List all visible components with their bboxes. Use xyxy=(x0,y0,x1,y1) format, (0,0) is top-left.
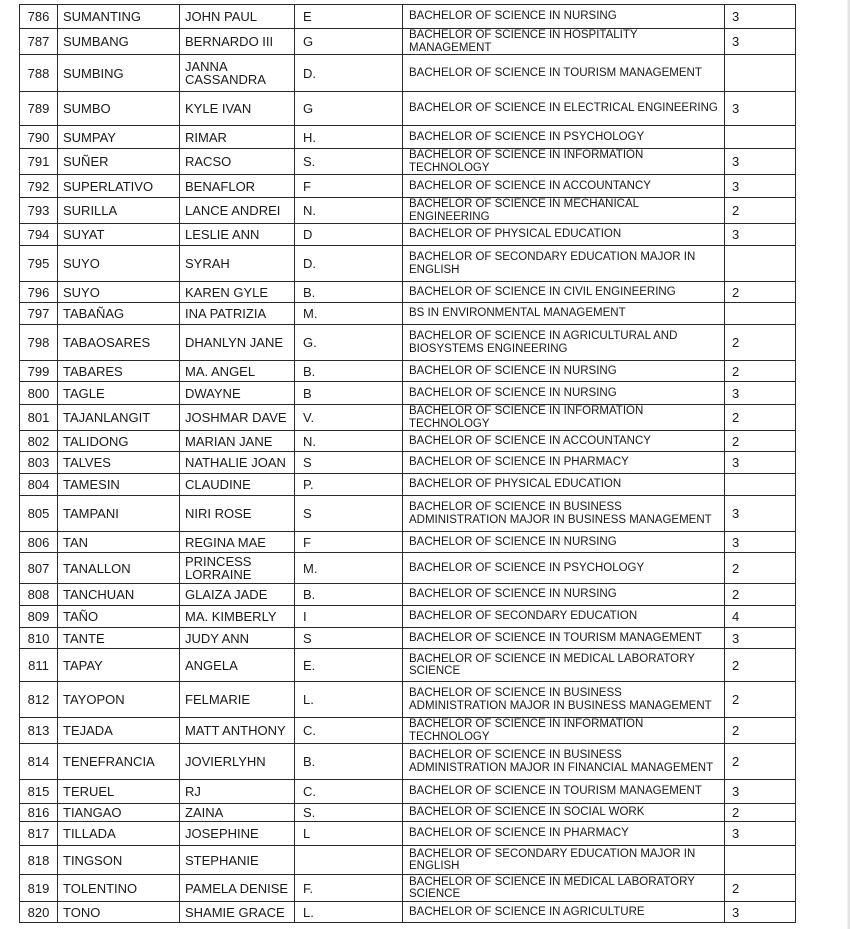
last-name: TANCHUAN xyxy=(58,584,180,606)
row-number: 792 xyxy=(20,175,58,198)
year-level: 3 xyxy=(725,175,796,198)
program-name: BACHELOR OF SCIENCE IN PSYCHOLOGY xyxy=(403,126,725,149)
year-level: 3 xyxy=(725,532,796,553)
year-level xyxy=(725,303,796,325)
table-row xyxy=(20,303,796,325)
last-name: SUPERLATIVO xyxy=(58,175,180,198)
year-level: 3 xyxy=(725,224,796,246)
program-name: BACHELOR OF SCIENCE IN MECHANICAL ENGINEERING xyxy=(403,198,725,224)
middle-initial: P. xyxy=(295,474,403,496)
table-row xyxy=(20,452,796,474)
last-name: SUMBANG xyxy=(58,29,180,55)
program-name: BACHELOR OF SCIENCE IN INFORMATION TECHNOLOGY xyxy=(403,405,725,431)
middle-initial: L. xyxy=(295,682,403,718)
middle-initial: N. xyxy=(295,198,403,224)
last-name: TILLADA xyxy=(58,822,180,846)
program-name: BACHELOR OF SECONDARY EDUCATION xyxy=(403,606,725,628)
program-name: BACHELOR OF SCIENCE IN HOSPITALITY MANAGEMENT xyxy=(403,29,725,55)
first-name: PAMELA DENISE xyxy=(180,875,295,902)
middle-initial: D xyxy=(295,224,403,246)
year-level xyxy=(725,846,796,875)
table-row xyxy=(20,149,796,175)
last-name: SUMBING xyxy=(58,55,180,92)
middle-initial: I xyxy=(295,606,403,628)
year-level: 3 xyxy=(725,29,796,55)
student-table-body xyxy=(20,5,796,923)
row-number: 789 xyxy=(20,92,58,126)
table-row xyxy=(20,628,796,649)
year-level: 2 xyxy=(725,405,796,431)
year-level: 2 xyxy=(725,584,796,606)
program-name: BACHELOR OF SCIENCE IN NURSING xyxy=(403,532,725,553)
year-level: 3 xyxy=(725,149,796,175)
program-name: BACHELOR OF SCIENCE IN AGRICULTURE xyxy=(403,902,725,923)
program-name: BACHELOR OF SCIENCE IN CIVIL ENGINEERING xyxy=(403,282,725,303)
last-name: TABAÑAG xyxy=(58,303,180,325)
year-level: 3 xyxy=(725,452,796,474)
year-level: 3 xyxy=(725,496,796,532)
middle-initial: G. xyxy=(295,325,403,361)
row-number: 808 xyxy=(20,584,58,606)
last-name: TAÑO xyxy=(58,606,180,628)
middle-initial: M. xyxy=(295,553,403,584)
year-level: 3 xyxy=(725,628,796,649)
table-row xyxy=(20,198,796,224)
year-level xyxy=(725,55,796,92)
middle-initial: S xyxy=(295,628,403,649)
last-name: SURILLA xyxy=(58,198,180,224)
last-name: SUYO xyxy=(58,246,180,282)
last-name: TALVES xyxy=(58,452,180,474)
first-name: GLAIZA JADE xyxy=(180,584,295,606)
table-row xyxy=(20,224,796,246)
first-name: DWAYNE xyxy=(180,382,295,405)
program-name: BACHELOR OF SCIENCE IN ACCOUNTANCY xyxy=(403,431,725,452)
first-name: ANGELA xyxy=(180,649,295,682)
row-number: 787 xyxy=(20,29,58,55)
first-name: KYLE IVAN xyxy=(180,92,295,126)
first-name: JOVIERLYHN xyxy=(180,744,295,780)
last-name: TINGSON xyxy=(58,846,180,875)
table-row xyxy=(20,382,796,405)
row-number: 817 xyxy=(20,822,58,846)
last-name: SUMBO xyxy=(58,92,180,126)
middle-initial: S. xyxy=(295,149,403,175)
row-number: 805 xyxy=(20,496,58,532)
table-row xyxy=(20,92,796,126)
table-row xyxy=(20,780,796,804)
last-name: TONO xyxy=(58,902,180,923)
middle-initial: B. xyxy=(295,361,403,382)
table-row xyxy=(20,553,796,584)
table-row xyxy=(20,875,796,902)
last-name: TAJANLANGIT xyxy=(58,405,180,431)
first-name: JUDY ANN xyxy=(180,628,295,649)
first-name: JANNA CASSANDRA xyxy=(180,55,295,92)
program-name: BACHELOR OF SCIENCE IN BUSINESS ADMINISTRATION MAJOR IN BUSINESS MANAGEMENT xyxy=(403,496,725,532)
middle-initial xyxy=(295,846,403,875)
year-level: 3 xyxy=(725,822,796,846)
row-number: 804 xyxy=(20,474,58,496)
middle-initial: M. xyxy=(295,303,403,325)
program-name: BACHELOR OF SCIENCE IN PHARMACY xyxy=(403,452,725,474)
first-name: RACSO xyxy=(180,149,295,175)
row-number: 786 xyxy=(20,5,58,29)
program-name: BACHELOR OF SCIENCE IN NURSING xyxy=(403,584,725,606)
first-name: JOHN PAUL xyxy=(180,5,295,29)
program-name: BACHELOR OF PHYSICAL EDUCATION xyxy=(403,474,725,496)
row-number: 806 xyxy=(20,532,58,553)
middle-initial: B. xyxy=(295,744,403,780)
year-level: 3 xyxy=(725,902,796,923)
first-name: MA. ANGEL xyxy=(180,361,295,382)
table-row xyxy=(20,649,796,682)
first-name: NATHALIE JOAN xyxy=(180,452,295,474)
last-name: TERUEL xyxy=(58,780,180,804)
first-name: SHAMIE GRACE xyxy=(180,902,295,923)
program-name: BACHELOR OF PHYSICAL EDUCATION xyxy=(403,224,725,246)
program-name: BACHELOR OF SCIENCE IN NURSING xyxy=(403,382,725,405)
row-number: 820 xyxy=(20,902,58,923)
program-name: BACHELOR OF SCIENCE IN ELECTRICAL ENGINEERING xyxy=(403,92,725,126)
program-name: BACHELOR OF SECONDARY EDUCATION MAJOR IN ENGLISH xyxy=(403,846,725,875)
row-number: 810 xyxy=(20,628,58,649)
first-name: REGINA MAE xyxy=(180,532,295,553)
first-name: INA PATRIZIA xyxy=(180,303,295,325)
year-level: 2 xyxy=(725,431,796,452)
program-name: BACHELOR OF SCIENCE IN SOCIAL WORK xyxy=(403,804,725,822)
last-name: TAMPANI xyxy=(58,496,180,532)
program-name: BACHELOR OF SCIENCE IN MEDICAL LABORATORY SCIENCE xyxy=(403,875,725,902)
middle-initial: F xyxy=(295,175,403,198)
row-number: 818 xyxy=(20,846,58,875)
last-name: TAGLE xyxy=(58,382,180,405)
first-name: JOSHMAR DAVE xyxy=(180,405,295,431)
middle-initial: B. xyxy=(295,282,403,303)
last-name: TANTE xyxy=(58,628,180,649)
middle-initial: V. xyxy=(295,405,403,431)
last-name: TEJADA xyxy=(58,718,180,744)
first-name: NIRI ROSE xyxy=(180,496,295,532)
row-number: 800 xyxy=(20,382,58,405)
year-level: 4 xyxy=(725,606,796,628)
year-level xyxy=(725,126,796,149)
first-name: LESLIE ANN xyxy=(180,224,295,246)
first-name: FELMARIE xyxy=(180,682,295,718)
first-name: BENAFLOR xyxy=(180,175,295,198)
last-name: TABAOSARES xyxy=(58,325,180,361)
last-name: TIANGAO xyxy=(58,804,180,822)
row-number: 788 xyxy=(20,55,58,92)
first-name: LANCE ANDREI xyxy=(180,198,295,224)
row-number: 801 xyxy=(20,405,58,431)
program-name: BACHELOR OF SCIENCE IN INFORMATION TECHNOLOGY xyxy=(403,718,725,744)
table-row xyxy=(20,496,796,532)
middle-initial: D. xyxy=(295,55,403,92)
last-name: TALIDONG xyxy=(58,431,180,452)
year-level: 2 xyxy=(725,198,796,224)
program-name: BACHELOR OF SCIENCE IN BUSINESS ADMINISTRATION MAJOR IN FINANCIAL MANAGEMENT xyxy=(403,744,725,780)
year-level: 3 xyxy=(725,5,796,29)
program-name: BACHELOR OF SCIENCE IN NURSING xyxy=(403,361,725,382)
first-name: BERNARDO III xyxy=(180,29,295,55)
year-level: 2 xyxy=(725,804,796,822)
middle-initial: B xyxy=(295,382,403,405)
first-name: RJ xyxy=(180,780,295,804)
program-name: BACHELOR OF SCIENCE IN TOURISM MANAGEMENT xyxy=(403,628,725,649)
first-name: MARIAN JANE xyxy=(180,431,295,452)
year-level: 2 xyxy=(725,875,796,902)
middle-initial: F. xyxy=(295,875,403,902)
row-number: 798 xyxy=(20,325,58,361)
middle-initial: S xyxy=(295,452,403,474)
year-level: 3 xyxy=(725,382,796,405)
table-row xyxy=(20,744,796,780)
row-number: 813 xyxy=(20,718,58,744)
row-number: 812 xyxy=(20,682,58,718)
middle-initial: B. xyxy=(295,584,403,606)
year-level: 2 xyxy=(725,325,796,361)
first-name: JOSEPHINE xyxy=(180,822,295,846)
last-name: TAMESIN xyxy=(58,474,180,496)
first-name: DHANLYN JANE xyxy=(180,325,295,361)
last-name: TABARES xyxy=(58,361,180,382)
first-name: MATT ANTHONY xyxy=(180,718,295,744)
year-level xyxy=(725,474,796,496)
table-row xyxy=(20,29,796,55)
row-number: 791 xyxy=(20,149,58,175)
last-name: TANALLON xyxy=(58,553,180,584)
table-row xyxy=(20,822,796,846)
row-number: 809 xyxy=(20,606,58,628)
student-table xyxy=(19,4,796,923)
last-name: SUÑER xyxy=(58,149,180,175)
table-row xyxy=(20,126,796,149)
program-name: BACHELOR OF SCIENCE IN TOURISM MANAGEMENT xyxy=(403,55,725,92)
program-name: BACHELOR OF SCIENCE IN NURSING xyxy=(403,5,725,29)
middle-initial: C. xyxy=(295,780,403,804)
middle-initial: L xyxy=(295,822,403,846)
middle-initial: G xyxy=(295,29,403,55)
last-name: TAPAY xyxy=(58,649,180,682)
row-number: 811 xyxy=(20,649,58,682)
table-row xyxy=(20,175,796,198)
year-level xyxy=(725,246,796,282)
table-row xyxy=(20,282,796,303)
row-number: 790 xyxy=(20,126,58,149)
year-level: 2 xyxy=(725,649,796,682)
table-row xyxy=(20,246,796,282)
year-level: 3 xyxy=(725,780,796,804)
last-name: TOLENTINO xyxy=(58,875,180,902)
row-number: 819 xyxy=(20,875,58,902)
program-name: BACHELOR OF SCIENCE IN MEDICAL LABORATORY SCIENCE xyxy=(403,649,725,682)
first-name: CLAUDINE xyxy=(180,474,295,496)
table-row xyxy=(20,431,796,452)
first-name: STEPHANIE xyxy=(180,846,295,875)
last-name: TAN xyxy=(58,532,180,553)
middle-initial: D. xyxy=(295,246,403,282)
last-name: SUYAT xyxy=(58,224,180,246)
middle-initial: S. xyxy=(295,804,403,822)
middle-initial: N. xyxy=(295,431,403,452)
program-name: BACHELOR OF SCIENCE IN INFORMATION TECHNOLOGY xyxy=(403,149,725,175)
year-level: 3 xyxy=(725,92,796,126)
middle-initial: L. xyxy=(295,902,403,923)
middle-initial: C. xyxy=(295,718,403,744)
table-row xyxy=(20,902,796,923)
table-row xyxy=(20,682,796,718)
student-list-page xyxy=(19,4,795,923)
row-number: 799 xyxy=(20,361,58,382)
table-row xyxy=(20,361,796,382)
row-number: 794 xyxy=(20,224,58,246)
year-level: 2 xyxy=(725,718,796,744)
year-level: 2 xyxy=(725,744,796,780)
first-name: RIMAR xyxy=(180,126,295,149)
table-row xyxy=(20,55,796,92)
first-name: KAREN GYLE xyxy=(180,282,295,303)
middle-initial: S xyxy=(295,496,403,532)
last-name: SUMANTING xyxy=(58,5,180,29)
first-name: PRINCESS LORRAINE xyxy=(180,553,295,584)
table-row xyxy=(20,718,796,744)
table-row xyxy=(20,606,796,628)
row-number: 814 xyxy=(20,744,58,780)
program-name: BACHELOR OF SCIENCE IN PSYCHOLOGY xyxy=(403,553,725,584)
first-name: SYRAH xyxy=(180,246,295,282)
table-row xyxy=(20,804,796,822)
row-number: 816 xyxy=(20,804,58,822)
table-row xyxy=(20,584,796,606)
middle-initial: E xyxy=(295,5,403,29)
row-number: 815 xyxy=(20,780,58,804)
program-name: BACHELOR OF SCIENCE IN AGRICULTURAL AND BIOSYSTEMS ENGINEERING xyxy=(403,325,725,361)
first-name: MA. KIMBERLY xyxy=(180,606,295,628)
last-name: SUMPAY xyxy=(58,126,180,149)
row-number: 803 xyxy=(20,452,58,474)
last-name: SUYO xyxy=(58,282,180,303)
program-name: BACHELOR OF SCIENCE IN TOURISM MANAGEMENT xyxy=(403,780,725,804)
year-level: 2 xyxy=(725,553,796,584)
last-name: TAYOPON xyxy=(58,682,180,718)
program-name: BACHELOR OF SECONDARY EDUCATION MAJOR IN ENGLISH xyxy=(403,246,725,282)
row-number: 797 xyxy=(20,303,58,325)
last-name: TENEFRANCIA xyxy=(58,744,180,780)
year-level: 2 xyxy=(725,682,796,718)
table-row xyxy=(20,532,796,553)
middle-initial: F xyxy=(295,532,403,553)
row-number: 793 xyxy=(20,198,58,224)
program-name: BACHELOR OF SCIENCE IN ACCOUNTANCY xyxy=(403,175,725,198)
row-number: 802 xyxy=(20,431,58,452)
table-row xyxy=(20,5,796,29)
table-row xyxy=(20,325,796,361)
row-number: 807 xyxy=(20,553,58,584)
row-number: 795 xyxy=(20,246,58,282)
first-name: ZAINA xyxy=(180,804,295,822)
program-name: BACHELOR OF SCIENCE IN PHARMACY xyxy=(403,822,725,846)
table-row xyxy=(20,474,796,496)
middle-initial: G xyxy=(295,92,403,126)
table-row xyxy=(20,405,796,431)
middle-initial: H. xyxy=(295,126,403,149)
middle-initial: E. xyxy=(295,649,403,682)
year-level: 2 xyxy=(725,361,796,382)
year-level: 2 xyxy=(725,282,796,303)
row-number: 796 xyxy=(20,282,58,303)
table-row xyxy=(20,846,796,875)
program-name: BACHELOR OF SCIENCE IN BUSINESS ADMINISTRATION MAJOR IN BUSINESS MANAGEMENT xyxy=(403,682,725,718)
program-name: BS IN ENVIRONMENTAL MANAGEMENT xyxy=(403,303,725,325)
